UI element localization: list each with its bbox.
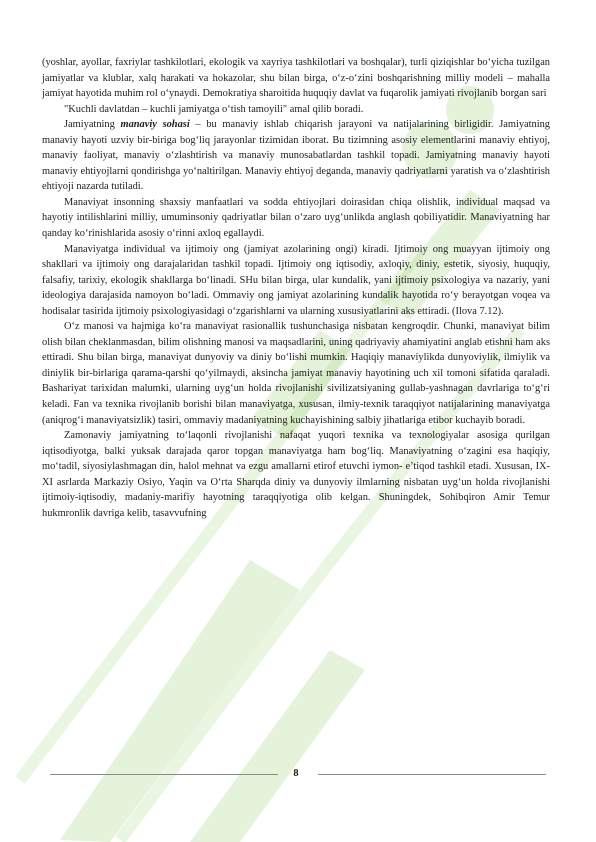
text-run: "Kuchli davlatdan – kuchli jamiyatga o‘tish tamoyili" amal qilib boradi. <box>64 103 364 115</box>
footer-rule-right <box>318 774 546 775</box>
paragraph <box>42 102 550 118</box>
text-run: O‘z manosi va hajmiga ko‘ra manaviyat rasionallik tushunchasiga nisbatan kengroqdir. Chunki, manaviyat bilim olish bilan cheklanmasdan, bilim olishning manosi va maqsadlarini, uning qadriyaviy ahamiyatini anglab etishni ham aks ettiradi. Shu bilan birga, manaviyat dunyoviy va diniy bo‘lishi mumkin. Haqiqiy manaviylikda dunyoviylik, ilmiylik va diniylik bir-birlariga qarama-qarshi qo‘yilmaydi, aksincha jamiyat manaviy hayotining uch xil tomoni sifatida qaraladi. Bashariyat tarixidan malumki, ularning uyg‘un holda rivojlanishi sivilizatsiyaning gullab-yashnagan davrlariga to‘g‘ri keladi. Fan va texnika rivojlanib borishi bilan manaviyatga, xususan, ilmiy-texnik taraqqiyot natijalarining manaviyatga (aniqrog‘i manaviyatsizlik) tasiri, ommaviy madaniyatning kuchayishining salbiy jihatlariga etibor kuchayib boradi. <box>42 321 550 426</box>
text-run: Manaviyat insonning shaxsiy manfaatlari va sodda ehtiyojlari doirasidan chiqa olishlik, individual maqsad va hayotiy intilishlarini milliy, umuminsoniy qadriyatlar bilan o‘zaro uyg‘unlikda anglash qobiliyatidir. Manaviyatning har qanday ko‘rinishlarida asosiy o‘rinni axloq egallaydi. <box>42 196 550 240</box>
text-run: (yoshlar, ayollar, faxriylar tashkilotlari, ekologik va xayriya tashkilotlari va boshqalar), turli qiziqishlar bo‘yicha tuzilgan jamiyatlar va klublar, xalq harakati va hokazolar, shu bilan birga, o‘z-o‘zini boshqarishning milliy modeli – mahalla jamiyat hayotida muhim rol o‘ynaydi. Demokratiya sharoitida huquqiy davlat va fuqarolik jamiyati rivojlanib borgan sari <box>42 57 550 100</box>
paragraph <box>42 319 550 428</box>
text-run: – bu manaviy ishlab chiqarish jarayoni va natijalarining birligidir. Jamiyatning manaviy hayoti uzviy bir-biriga bog‘liq jarayonlar tizimidan iborat. Bu tizimning asosiy elementlarini manaviy ehtiyoj, manaviy faoliyat, manaviy o‘zlashtirish va manaviy munosabatlardan tashkil topadi. Jamiyatning manaviy hayoti manaviy ehtiyojlarni qondirishga yo‘naltirilgan. Manaviy ehtiyoj deganda, manaviy qadriyatlarni yaratish va o‘zlashtirish ehtiyoji nazarda tutiladi. <box>42 119 551 193</box>
emphasized-term: manaviy sohasi <box>120 119 190 131</box>
page-body <box>42 55 550 521</box>
text-run: Manaviyatga individual va ijtimoiy ong (jamiyat azolarining ongi) kiradi. Ijtimoiy ong muayyan ijtimoiy ong shakllari va ijtimoiy ong darajalaridan tashkil topadi. Ijtimoiy ong iqtisodiy, axloqiy, diniy, estetik, siyosiy, huquqiy, falsafiy, tarixiy, ekologik shakllarga bo‘linadi. SHu bilan birga, ular kundalik, yani ijtimoiy psixologiya va nazariy, yani ideologiya darajasida namoyon bo‘ladi. Ommaviy ong jamiyat azolarining kundalik hayotida ro‘y berayotgan voqea va hodisalar tasirida ijtimoiy psixologiyasidagi o‘zgarishlarni va ularning xususiyatlarini aks ettiradi. (Ilova 7.12). <box>42 243 550 317</box>
paragraph <box>42 242 550 320</box>
paragraph <box>42 117 550 195</box>
text-run: Jamiyatning <box>64 119 121 131</box>
paragraph <box>42 55 550 102</box>
paragraph <box>42 195 550 242</box>
page-footer <box>42 768 550 780</box>
text-run: Zamonaviy jamiyatning to‘laqonli rivojlanishi nafaqat yuqori texnika va texnologiyalar asosiga qurilgan iqtisodiyotga, balki yuksak darajada qaror topgan manaviyatga ham bog‘liq. Manaviyatning o‘zagini esa haqiqiy, mo‘tadil, siyosiylashmagan din, halol mehnat va ezgu amallarni etirof etuvchi iymon- e’tiqod tashkil etadi. Xususan, IX-XI asrlarda Markaziy Osiyo, Yaqin va O‘rta Sharqda diniy va dunyoviy ilmlarning nisbatan uyg‘un holda rivojlanishi ijtimoiy-iqtisodiy, madaniy-marifiy hayotning taraqqiyotiga olib kelgan. Shuningdek, Sohibqiron Amir Temur hukmronlik davriga kelib, tasavvufning <box>42 430 550 519</box>
paragraph <box>42 428 550 521</box>
page-number: 8 <box>293 768 299 779</box>
